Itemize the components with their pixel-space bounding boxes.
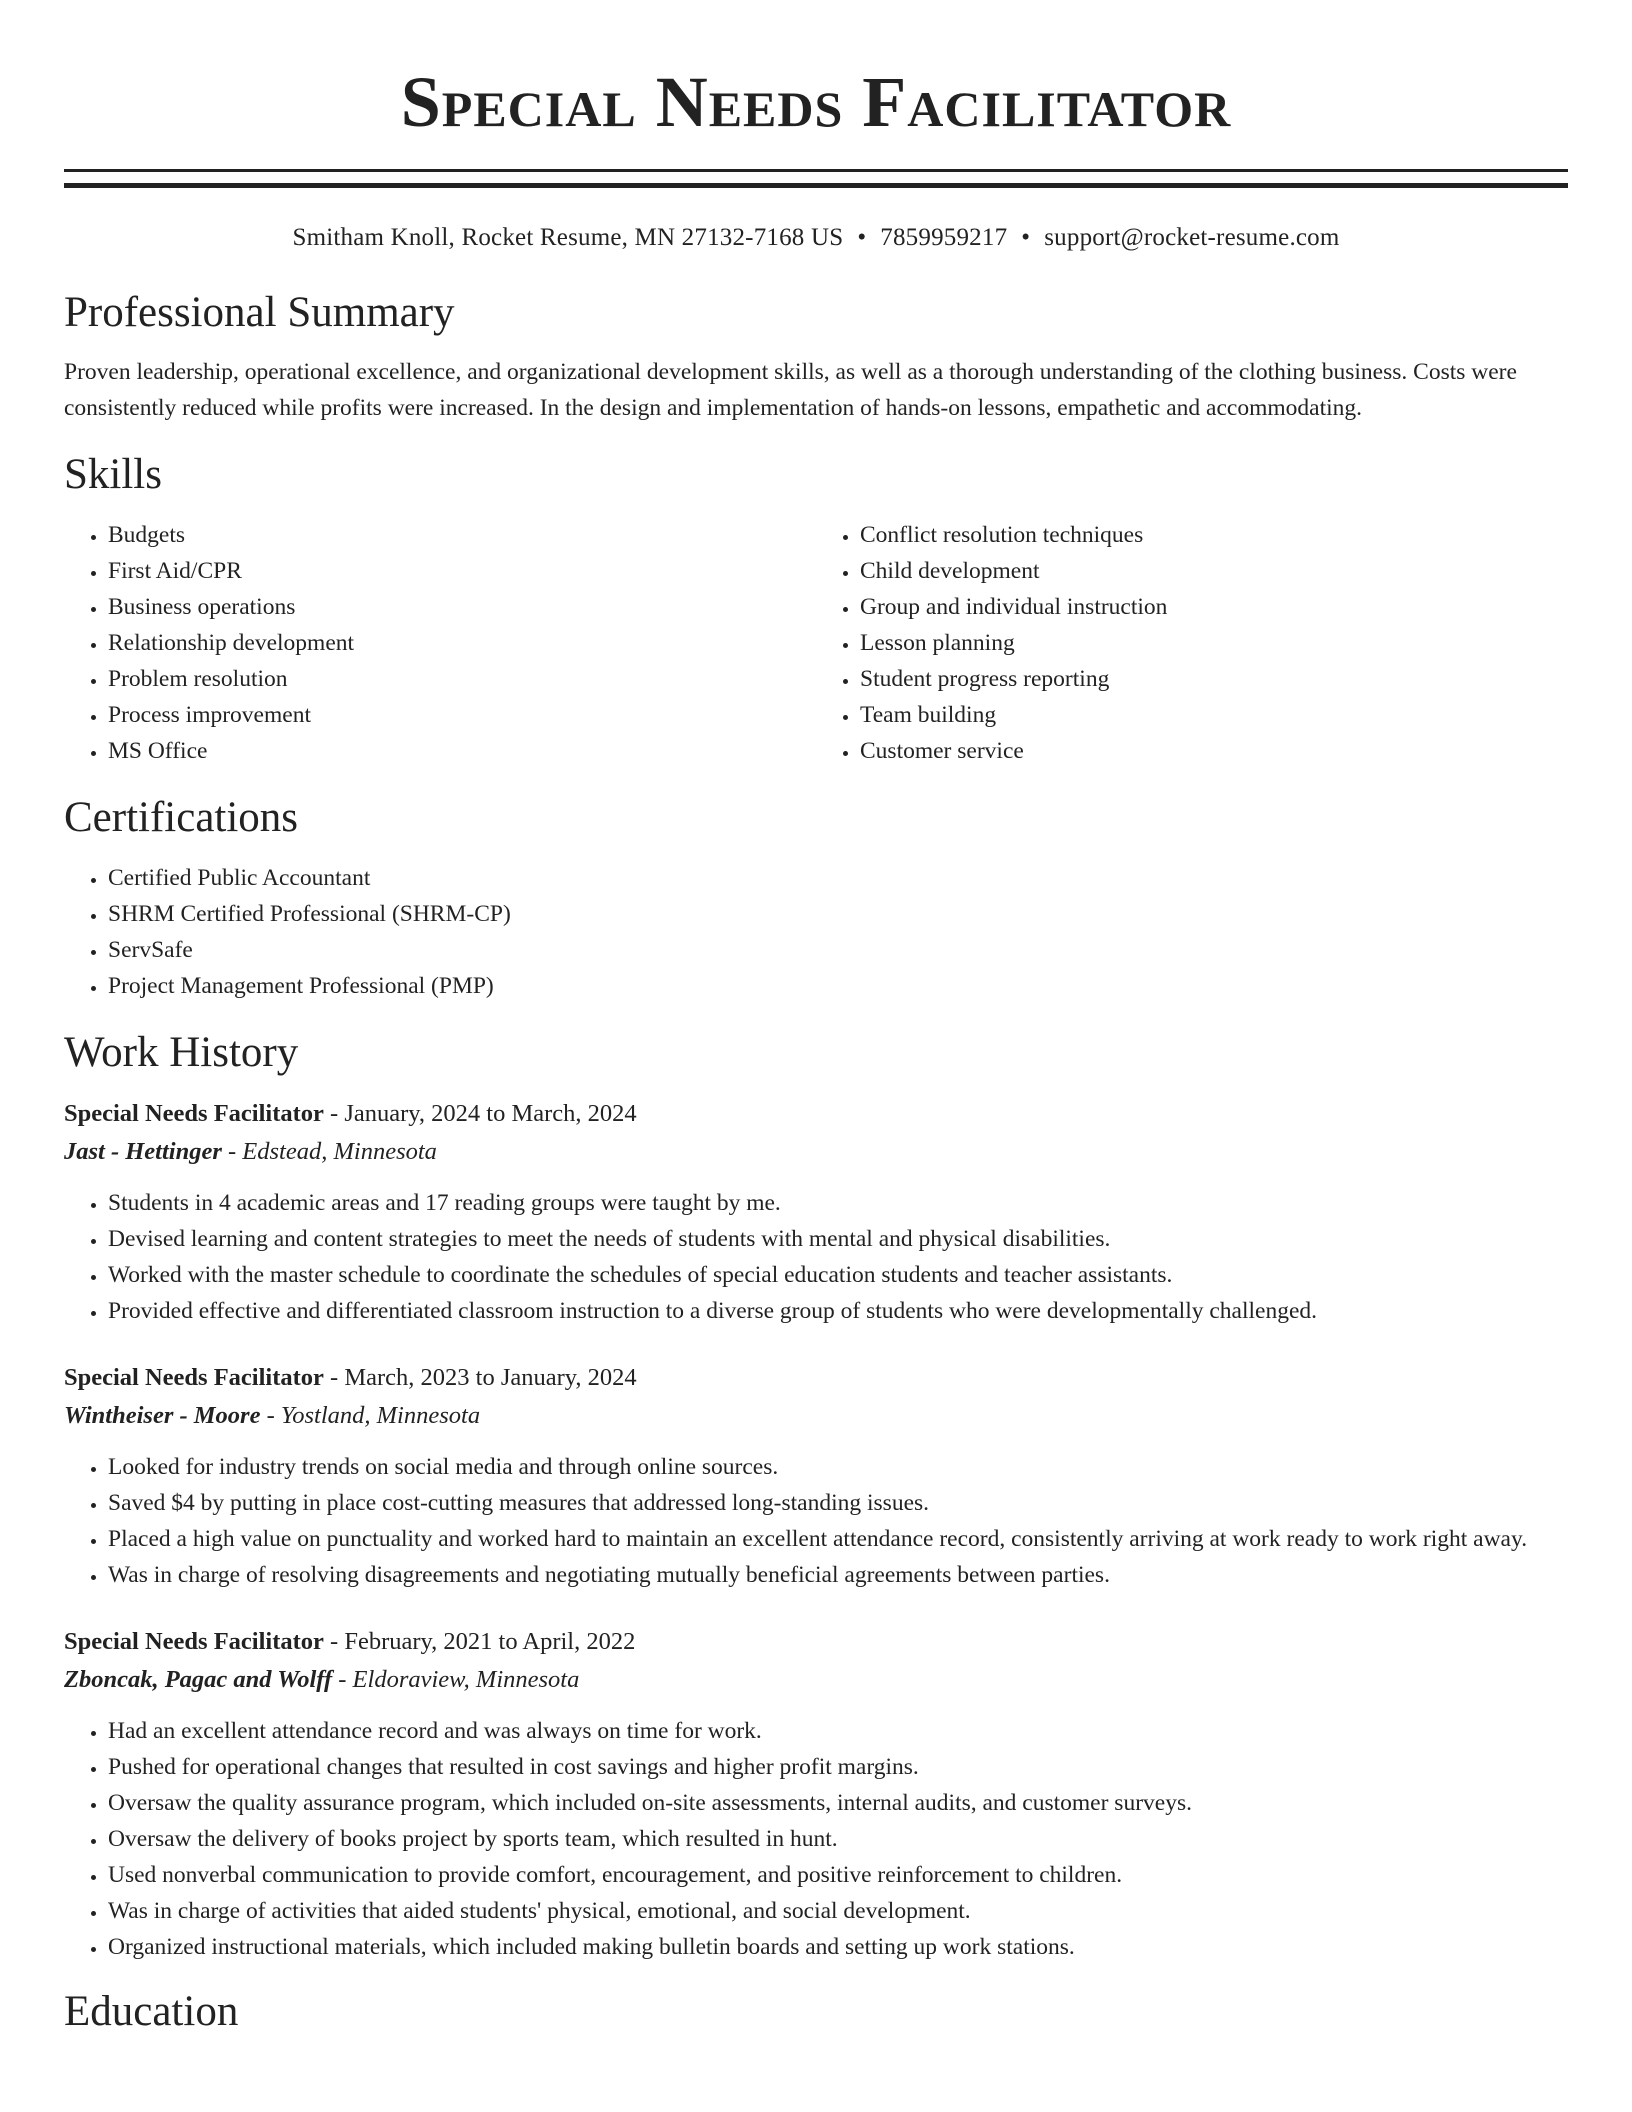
job-bullet: • Used nonverbal communication to provide comfort, encouragement, and positive reinforcement to children. [108, 1857, 1568, 1893]
skill-item: • First Aid/CPR [108, 553, 816, 589]
education-heading: Education [64, 1988, 239, 2035]
skill-item: • Problem resolution [108, 661, 816, 697]
skills-column-left [64, 517, 816, 769]
job-title-line [64, 1095, 1568, 1133]
work-history-heading: Work History [64, 1029, 299, 1076]
skill-item: • Team building [860, 697, 1568, 733]
contact-address: Smitham Knoll, Rocket Resume, MN 27132-7168 US [292, 224, 844, 251]
skill-item: • Budgets [108, 517, 816, 553]
job-entry [64, 1095, 1568, 1329]
skill-item: • Group and individual instruction [860, 589, 1568, 625]
skills-column-right [816, 517, 1568, 769]
job-bullet: • Was in charge of resolving disagreements and negotiating mutually beneficial agreements between parties. [108, 1557, 1568, 1593]
job-entry [64, 1623, 1568, 1965]
certification-item: • Project Management Professional (PMP) [108, 968, 1568, 1004]
skills-list-right [816, 517, 1568, 769]
job-dates: - March, 2023 to January, 2024 [323, 1364, 637, 1391]
skill-item: • Business operations [108, 589, 816, 625]
job-bullet: • Provided effective and differentiated classroom instruction to a diverse group of students who were developmentally challenged. [108, 1293, 1568, 1329]
job-bullets [64, 1185, 1568, 1329]
certifications-heading: Certifications [64, 794, 299, 841]
skills-list-left [64, 517, 816, 769]
job-title-line [64, 1359, 1568, 1397]
job-bullet: • Pushed for operational changes that resulted in cost savings and higher profit margins. [108, 1749, 1568, 1785]
job-title: Special Needs Facilitator [64, 1628, 324, 1655]
job-employer-line [64, 1133, 1568, 1171]
job-location: - Edstead, Minnesota [221, 1138, 437, 1165]
skill-item: • MS Office [108, 733, 816, 769]
job-employer: Jast - Hettinger [64, 1138, 222, 1165]
contact-phone: 7859959217 [880, 224, 1008, 251]
job-title: Special Needs Facilitator [64, 1364, 324, 1391]
job-bullet: • Looked for industry trends on social media and through online sources. [108, 1449, 1568, 1485]
job-employer-line [64, 1661, 1568, 1699]
skill-item: • Child development [860, 553, 1568, 589]
skill-item: • Process improvement [108, 697, 816, 733]
job-title-line [64, 1623, 1568, 1661]
skill-item: • Lesson planning [860, 625, 1568, 661]
certification-item: • SHRM Certified Professional (SHRM-CP) [108, 896, 1568, 932]
header-double-rule [64, 169, 1568, 188]
job-bullet: • Placed a high value on punctuality and worked hard to maintain an excellent attendance record, consistently arriving at work ready to work right away. [108, 1521, 1568, 1557]
contact-separator: • [1021, 224, 1031, 251]
skill-item: • Conflict resolution techniques [860, 517, 1568, 553]
resume-page [64, 0, 1568, 2037]
job-employer-line [64, 1397, 1568, 1435]
certification-item: • ServSafe [108, 932, 1568, 968]
contact-email[interactable]: support@rocket-resume.com [1044, 224, 1340, 251]
job-bullet: • Saved $4 by putting in place cost-cutting measures that addressed long-standing issues. [108, 1485, 1568, 1521]
job-bullet: • Was in charge of activities that aided students' physical, emotional, and social development. [108, 1893, 1568, 1929]
resume-name: Special Needs Facilitator [400, 62, 1232, 142]
job-bullets [64, 1449, 1568, 1593]
job-bullet: • Devised learning and content strategies to meet the needs of students with mental and physical disabilities. [108, 1221, 1568, 1257]
contact-line [64, 220, 1568, 256]
job-dates: - January, 2024 to March, 2024 [323, 1100, 637, 1127]
job-bullet: • Had an excellent attendance record and was always on time for work. [108, 1713, 1568, 1749]
certification-item: • Certified Public Accountant [108, 860, 1568, 896]
certifications-list [64, 860, 1568, 1004]
job-title: Special Needs Facilitator [64, 1100, 324, 1127]
job-bullet: • Organized instructional materials, which included making bulletin boards and setting up work stations. [108, 1929, 1568, 1965]
job-employer: Wintheiser - Moore [64, 1402, 261, 1429]
job-entry [64, 1359, 1568, 1593]
job-bullet: • Oversaw the quality assurance program, which included on-site assessments, internal audits, and customer surveys. [108, 1785, 1568, 1821]
skill-item: • Student progress reporting [860, 661, 1568, 697]
summary-text: Proven leadership, operational excellence, and organizational development skills, as well as a thorough understanding of the clothing business. Costs were consistently reduced while profits were increased. In the design and implementation of hands-on lessons, empathetic and accommodating. [64, 359, 1517, 421]
job-location: - Yostland, Minnesota [260, 1402, 481, 1429]
skills-grid [64, 517, 1568, 769]
job-bullet: • Worked with the master schedule to coordinate the schedules of special education students and teacher assistants. [108, 1257, 1568, 1293]
summary-heading: Professional Summary [64, 289, 455, 336]
job-dates: - February, 2021 to April, 2022 [323, 1628, 636, 1655]
job-bullet: • Oversaw the delivery of books project by sports team, which resulted in hunt. [108, 1821, 1568, 1857]
job-employer: Zboncak, Pagac and Wolff [64, 1666, 333, 1693]
job-bullets [64, 1713, 1568, 1965]
skills-heading: Skills [64, 451, 162, 498]
contact-separator: • [857, 224, 867, 251]
job-location: - Eldoraview, Minnesota [332, 1666, 580, 1693]
skill-item: • Customer service [860, 733, 1568, 769]
skill-item: • Relationship development [108, 625, 816, 661]
job-bullet: • Students in 4 academic areas and 17 reading groups were taught by me. [108, 1185, 1568, 1221]
